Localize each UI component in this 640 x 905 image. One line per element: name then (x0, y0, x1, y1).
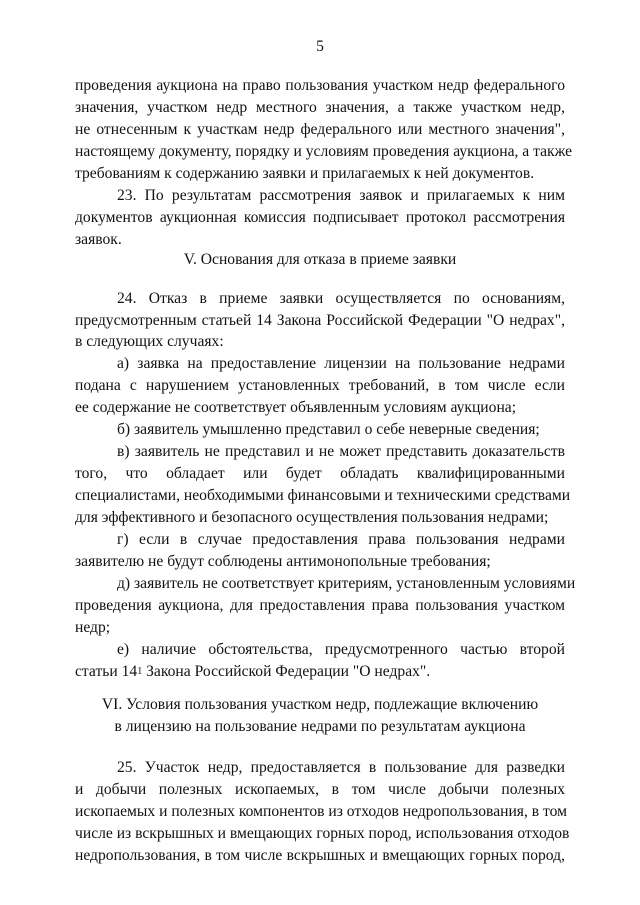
section-heading: V. Основания для отказа в приеме заявки (183, 251, 457, 268)
text-line: документов аукционная комиссия подписывает протокол рассмотрения (75, 209, 565, 226)
text-line: проведения аукциона, для предоставления права пользования участком (75, 597, 565, 614)
section-heading: в лицензию на пользование недрами по результатам аукциона (114, 718, 526, 735)
page-number: 5 (316, 38, 324, 55)
text-line: проведения аукциона на право пользования участком недр федерального (75, 77, 565, 94)
text-line: не отнесенным к участкам недр федерального или местного значения", (75, 121, 565, 138)
text-line: того, что обладает или будет обладать квалифицированными (75, 465, 565, 482)
text-line: и добычи полезных ископаемых, в том числе добычи полезных (75, 781, 565, 798)
text-line: а) заявка на предоставление лицензии на пользование недрами (117, 355, 565, 372)
text-line: заявок. (75, 231, 122, 248)
section-heading: VI. Условия пользования участком недр, подлежащие включению (101, 696, 539, 713)
text-line: значения, участком недр местного значения, а также участком недр, (75, 99, 565, 116)
text-line: ископаемых и полезных компонентов из отходов недропользования, в том (75, 803, 568, 820)
text-line: ее содержание не соответствует объявленным условиям аукциона; (75, 399, 517, 416)
text-line: предусмотренным статьей 14 Закона Российской Федерации "О недрах", (75, 312, 565, 329)
text-line: 25. Участок недр, предоставляется в пользование для разведки (117, 759, 565, 776)
text-line: г) если в случае предоставления права пользования недрами (117, 531, 565, 548)
text-line: специалистами, необходимыми финансовыми и техническими средствами (75, 487, 571, 504)
text-line: недропользования, в том числе вскрышных и вмещающих горных пород, (75, 847, 565, 864)
text-line: в) заявитель не представил и не может представить доказательств (117, 443, 565, 460)
text-line: подана с нарушением установленных требований, в том числе если (75, 377, 565, 394)
text-fragment: Закона Российской Федерации "О недрах". (142, 663, 431, 680)
text-line: 24. Отказ в приеме заявки осуществляется по основаниям, (117, 290, 565, 307)
text-line: е) наличие обстоятельства, предусмотренного частью второй (117, 641, 565, 658)
text-line: требованиям к содержанию заявки и прилагаемых к ней документов. (75, 165, 535, 182)
superscript-number: 1 (137, 666, 143, 677)
text-line: для эффективного и безопасного осуществления пользования недрами; (75, 509, 549, 526)
text-line: б) заявитель умышленно представил о себе неверные сведения; (117, 421, 540, 438)
text-line: д) заявитель не соответствует критериям, установленным условиями (117, 575, 576, 592)
text-line: числе из вскрышных и вмещающих горных пород, использования отходов (75, 825, 570, 842)
text-line (75, 662, 430, 682)
text-line: в следующих случаях: (75, 333, 224, 350)
text-line: заявителю не будут соблюдены антимонопольные требования; (75, 553, 491, 570)
text-line: 23. По результатам рассмотрения заявок и прилагаемых к ним (117, 187, 565, 204)
text-line: недр; (75, 619, 111, 636)
text-fragment: статьи 14 (75, 663, 138, 680)
text-line: настоящему документу, порядку и условиям проведения аукциона, а также (75, 143, 573, 160)
